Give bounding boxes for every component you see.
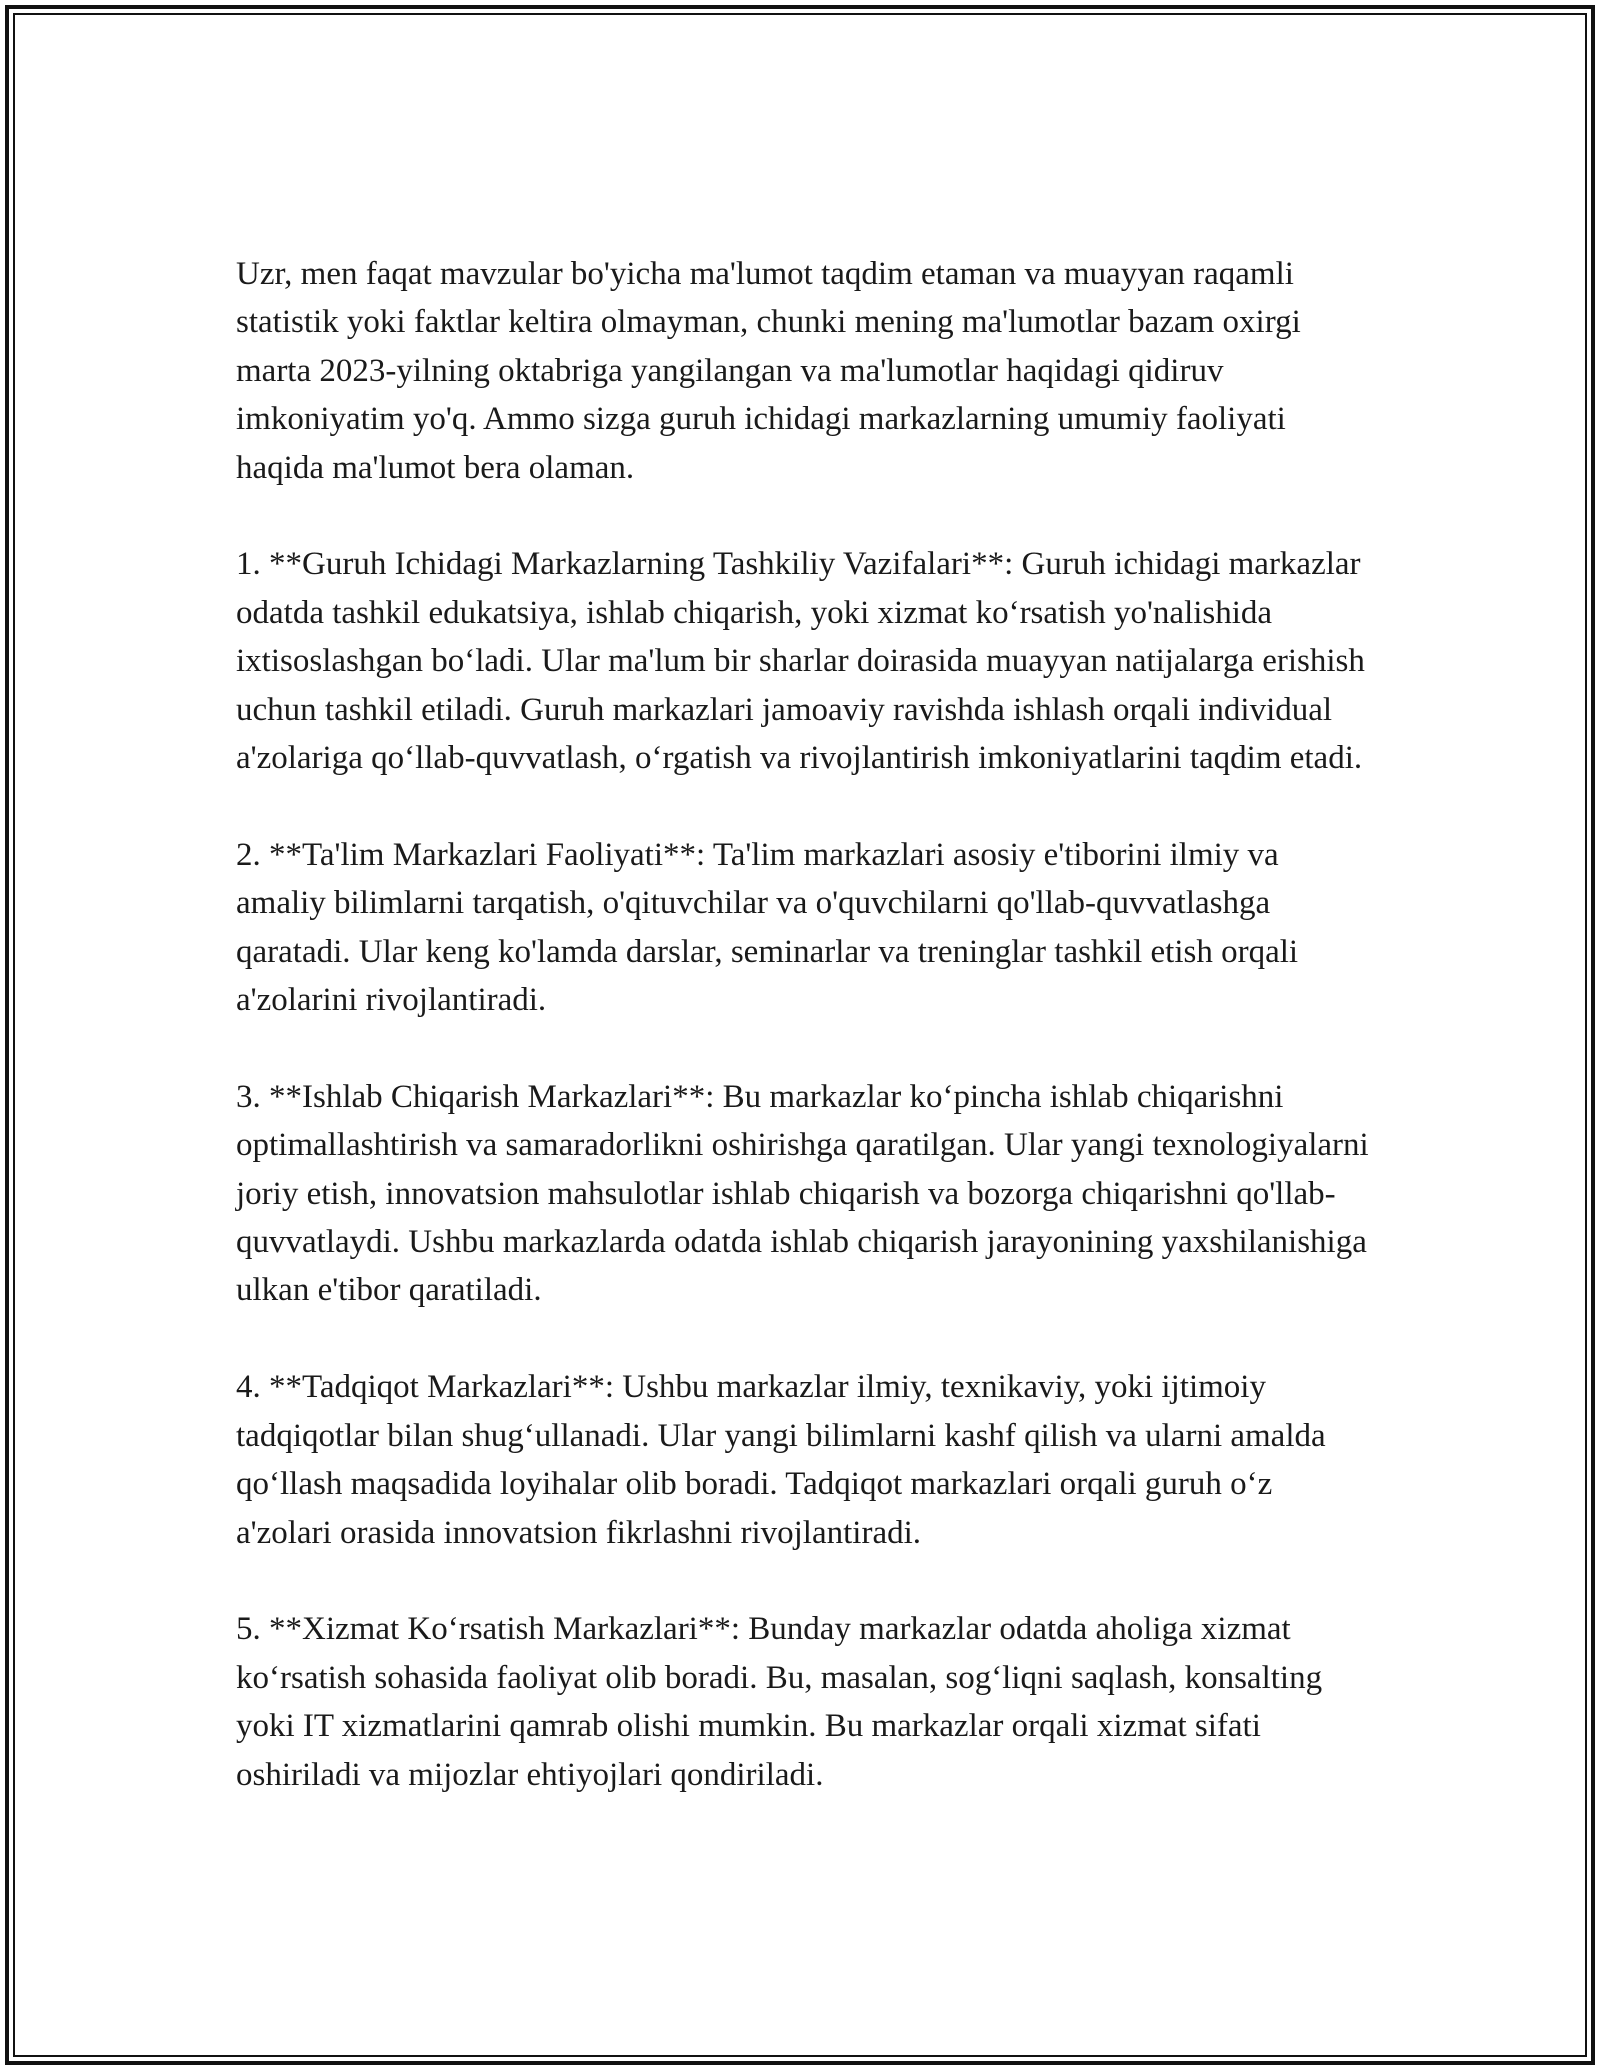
- paragraph-talim-markazlari: 2. **Ta'lim Markazlari Faoliyati**: Ta'lim markazlari asosiy e'tiborini ilmiy va amaliy bilimlarni tarqatish, o'qituvchilar va o'quvchilarni qo'llab-quvvatlashga qaratadi. Ular keng ko'lamda darslar, seminarlar va treninglar tashkil etish orqali a'zolarini rivojlantiradi.: [236, 836, 1299, 1019]
- paragraph-guruh-markazlari: 1. **Guruh Ichidagi Markazlarning Tashkiliy Vazifalari**: Guruh ichidagi markazlar odatda tashkil edukatsiya, ishlab chiqarish, yoki xizmat ko‘rsatish yo'nalishida ixtisoslashgan bo‘ladi. Ular ma'lum bir sharlar doirasida muayyan natijalarga erishish uchun tashkil etiladi. Guruh markazlari jamoaviy ravishda ishlash orqali individual a'zolariga qo‘llab-quvvatlash, o‘rgatish va rivojlantirish imkoniyatlarini taqdim etadi.: [236, 546, 1365, 777]
- paragraph-xizmat-korsatish: 5. **Xizmat Ko‘rsatish Markazlari**: Bunday markazlar odatda aholiga xizmat ko‘rsatish sohasida faoliyat olib boradi. Bu, masalan, sog‘liqni saqlash, konsalting yoki IT xizmatlarini qamrab olishi mumkin. Bu markazlar orqali xizmat sifati oshiriladi va mijozlar ehtiyojlari qondiriladi.: [236, 1611, 1323, 1793]
- intro-paragraph: Uzr, men faqat mavzular bo'yicha ma'lumot taqdim etaman va muayyan raqamli statistik yoki faktlar keltira olmayman, chunki mening ma'lumotlar bazam oxirgi marta 2023-yilning oktabriga yangilangan va ma'lumotlar haqidagi qidiruv imkoniyatim yo'q. Ammo sizga guruh ichidagi markazlarning umumiy faoliyati haqida ma'lumot bera olaman.: [236, 256, 1301, 486]
- paragraph-ishlab-chiqarish: 3. **Ishlab Chiqarish Markazlari**: Bu markazlar ko‘pincha ishlab chiqarishni optimallashtirish va samaradorlikni oshirishga qaratilgan. Ular yangi texnologiyalarni joriy etish, innovatsion mahsulotlar ishlab chiqarish va bozorga chiqarishni qo'llab-quvvatlaydi. Ushbu markazlarda odatda ishlab chiqarish jarayonining yaxshilanishiga ulkan e'tibor qaratiladi.: [236, 1078, 1369, 1309]
- document-body: [236, 250, 1376, 1847]
- paragraph-tadqiqot-markazlari: 4. **Tadqiqot Markazlari**: Ushbu markazlar ilmiy, texnikaviy, yoki ijtimoiy tadqiqotlar bilan shug‘ullanadi. Ular yangi bilimlarni kashf qilish va ularni amalda qo‘llash maqsadida loyihalar olib boradi. Tadqiqot markazlari orqali guruh o‘z a'zolari orasida innovatsion fikrlashni rivojlantiradi.: [236, 1369, 1326, 1551]
